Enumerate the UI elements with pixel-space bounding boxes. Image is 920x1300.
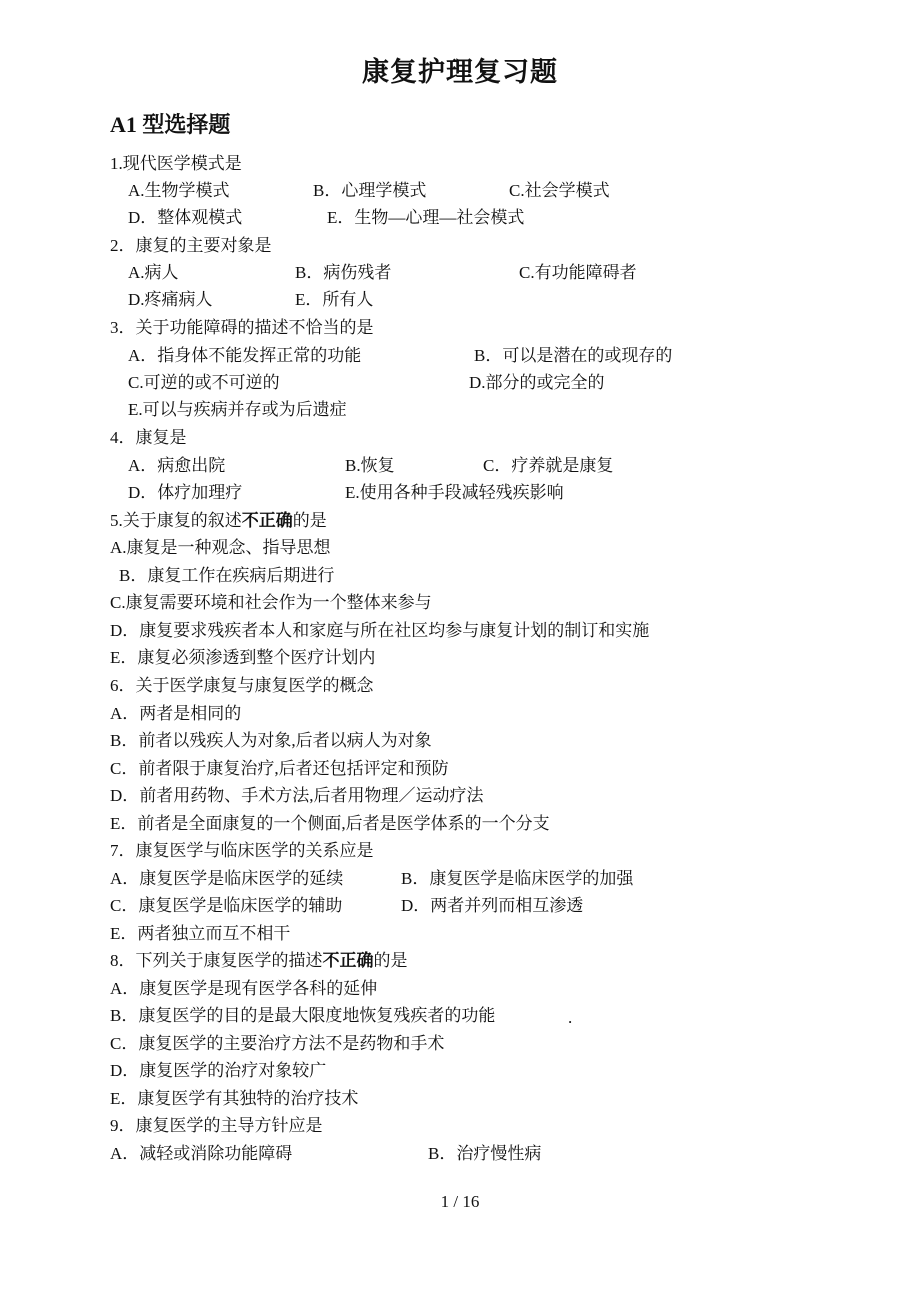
option: B.恢复 xyxy=(345,456,395,475)
option: E．生物—心理—社会模式 xyxy=(327,208,525,227)
option: C.康复需要环境和社会作为一个整体来参与 xyxy=(110,593,432,612)
option: A．病愈出院 xyxy=(128,456,226,475)
option: C.可逆的或不可逆的 xyxy=(128,373,280,392)
page-indicator: 1 / 16 xyxy=(440,1192,480,1211)
stem-text: 的是 xyxy=(373,951,408,970)
stem-text: 5.关于康复的叙述 xyxy=(110,511,242,530)
option: D．两者并列而相互渗透 xyxy=(401,896,584,915)
option: B．可以是潜在的或现存的 xyxy=(474,346,673,365)
question-stem xyxy=(110,510,327,532)
option: D.疼痛病人 xyxy=(128,290,213,309)
question-stem xyxy=(110,950,408,972)
option: E.可以与疾病并存或为后遗症 xyxy=(128,400,347,419)
option: D．体疗加理疗 xyxy=(128,483,243,502)
question-stem: 4．康复是 xyxy=(110,428,187,447)
option: A.生物学模式 xyxy=(128,181,230,200)
option: A．两者是相同的 xyxy=(110,704,242,723)
option: C．前者限于康复治疗,后者还包括评定和预防 xyxy=(110,759,449,778)
option: D．整体观模式 xyxy=(128,208,243,227)
question-stem: 1.现代医学模式是 xyxy=(110,154,242,173)
option: D．康复要求残疾者本人和家庭与所在社区均参与康复计划的制订和实施 xyxy=(110,621,650,640)
option: D.部分的或完全的 xyxy=(469,373,605,392)
question-stem: 3．关于功能障碍的描述不恰当的是 xyxy=(110,318,374,337)
option: A．康复医学是临床医学的延续 xyxy=(110,869,344,888)
option: B．病伤残者 xyxy=(295,263,392,282)
option: D．前者用药物、手术方法,后者用物理／运动疗法 xyxy=(110,786,484,805)
option: E．两者独立而互不相干 xyxy=(110,924,291,943)
section-heading: A1 型选择题 xyxy=(110,112,231,137)
option: E．康复医学有其独特的治疗技术 xyxy=(110,1089,359,1108)
option: A.康复是一种观念、指导思想 xyxy=(110,538,331,557)
option: E．康复必须渗透到整个医疗计划内 xyxy=(110,648,376,667)
option: A．指身体不能发挥正常的功能 xyxy=(128,346,362,365)
option: B．前者以残疾人为对象,后者以病人为对象 xyxy=(110,731,432,750)
option: A．减轻或消除功能障碍 xyxy=(110,1144,293,1163)
question-stem: 9．康复医学的主导方针应是 xyxy=(110,1116,323,1135)
option: C．康复医学的主要治疗方法不是药物和手术 xyxy=(110,1034,445,1053)
option: B．康复医学是临床医学的加强 xyxy=(401,869,634,888)
option: A．康复医学是现有医学各科的延伸 xyxy=(110,979,378,998)
question-stem: 7．康复医学与临床医学的关系应是 xyxy=(110,841,374,860)
option: E．所有人 xyxy=(295,290,374,309)
stem-emphasis: 不正确 xyxy=(322,951,374,970)
option: E．前者是全面康复的一个侧面,后者是医学体系的一个分支 xyxy=(110,814,550,833)
option: C．康复医学是临床医学的辅助 xyxy=(110,896,343,915)
option: B．心理学模式 xyxy=(313,181,427,200)
option: A.病人 xyxy=(128,263,179,282)
stem-emphasis: 不正确 xyxy=(241,511,293,530)
stem-text: 8．下列关于康复医学的描述 xyxy=(110,951,323,970)
question-stem: 6．关于医学康复与康复医学的概念 xyxy=(110,676,374,695)
option: E.使用各种手段减轻残疾影响 xyxy=(345,483,564,502)
option: B．治疗慢性病 xyxy=(428,1144,542,1163)
stray-mark: . xyxy=(568,1008,573,1027)
option: B．康复医学的目的是最大限度地恢复残疾者的功能 xyxy=(110,1006,496,1025)
document-title: 康复护理复习题 xyxy=(362,57,558,87)
option: C．疗养就是康复 xyxy=(483,456,614,475)
option: C.社会学模式 xyxy=(509,181,610,200)
question-stem: 2．康复的主要对象是 xyxy=(110,236,272,255)
option: C.有功能障碍者 xyxy=(519,263,637,282)
option: B．康复工作在疾病后期进行 xyxy=(119,566,335,585)
stem-text: 的是 xyxy=(292,511,327,530)
option: D．康复医学的治疗对象较广 xyxy=(110,1061,327,1080)
